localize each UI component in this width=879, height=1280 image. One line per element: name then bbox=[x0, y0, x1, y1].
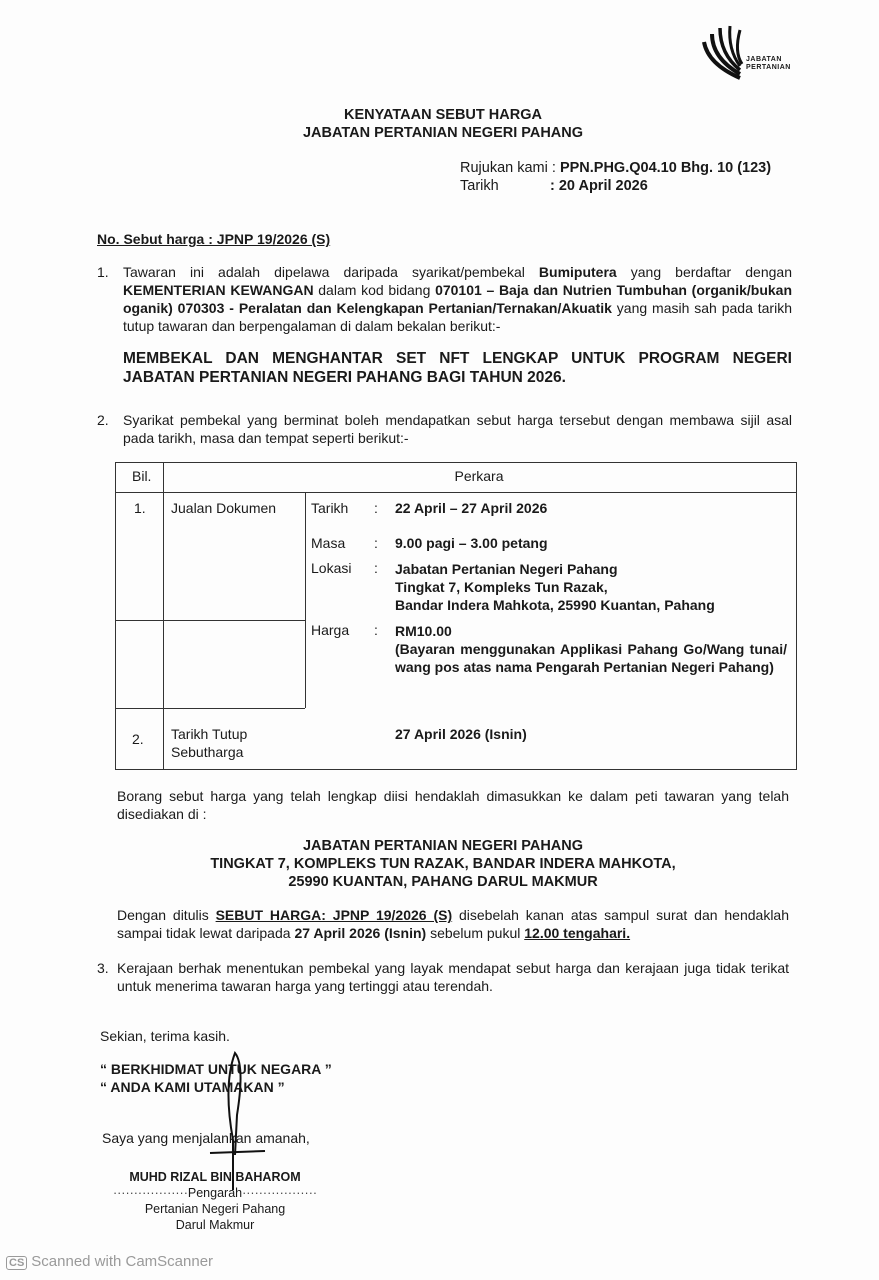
paragraph-1 bbox=[123, 263, 792, 335]
text: 27 April 2026 (Isnin) bbox=[294, 925, 427, 941]
row-number: 2. bbox=[132, 731, 144, 747]
text: Tawaran ini adalah dipelawa daripada syarikat/pembekal bbox=[123, 264, 539, 280]
text: SEBUT HARGA: JPNP 19/2026 (S) bbox=[215, 907, 453, 923]
colon: : bbox=[374, 560, 378, 576]
paragraph-3: Kerajaan berhak menentukan pembekal yang layak mendapat sebut harga dan kerajaan juga tidak terikat untuk menerima tawaran harga yang tertinggi atau terendah. bbox=[117, 960, 789, 994]
text: disebelah kanan atas sampul surat dan hendaklah sampai tidak lewat daripada bbox=[117, 907, 790, 941]
submission-instructions bbox=[117, 906, 789, 942]
para-number: 1. bbox=[97, 264, 109, 280]
quote-number: No. Sebut harga : JPNP 19/2026 (S) bbox=[97, 231, 331, 247]
motto: “ BERKHIDMAT UNTUK NEGARA ” bbox=[100, 1061, 332, 1077]
detail-label: Tarikh bbox=[311, 500, 349, 516]
closing-date: 27 April 2026 (Isnin) bbox=[395, 726, 527, 742]
signatory-org: Darul Makmur bbox=[175, 1218, 255, 1232]
colon: : bbox=[374, 622, 378, 638]
borang-text: Borang sebut harga yang telah lengkap diisi hendaklah dimasukkan ke dalam peti tawaran yang telah disediakan di : bbox=[117, 788, 789, 822]
table-header-bil: Bil. bbox=[132, 468, 152, 484]
colon: : bbox=[374, 535, 378, 551]
para-number: 3. bbox=[97, 960, 109, 976]
row-number: 1. bbox=[134, 500, 146, 516]
jabatan-pertanian-logo bbox=[700, 22, 810, 84]
project-title: MEMBEKAL DAN MENGHANTAR SET NFT LENGKAP UNTUK PROGRAM NEGERI JABATAN PERTANIAN NEGERI PAHANG BAGI TAHUN 2026. bbox=[123, 350, 792, 386]
detail-value: Jabatan Pertanian Negeri Pahang Tingkat 7, Kompleks Tun Razak, Bandar Indera Mahkota, 25990 Kuantan, Pahang bbox=[395, 561, 715, 613]
text: KEMENTERIAN KEWANGAN bbox=[123, 282, 314, 298]
document-title: KENYATAAN SEBUT HARGA bbox=[344, 107, 542, 123]
colon: : bbox=[374, 500, 378, 516]
para-number: 2. bbox=[97, 412, 109, 428]
logo-text: JABATAN bbox=[746, 56, 782, 63]
table-header-perkara: Perkara bbox=[454, 468, 504, 484]
detail-value: 9.00 pagi – 3.00 petang bbox=[395, 535, 548, 551]
detail-value: 22 April – 27 April 2026 bbox=[395, 500, 548, 516]
detail-label: Harga bbox=[311, 622, 350, 638]
ref-label: Rujukan kami : bbox=[460, 160, 556, 176]
motto: “ ANDA KAMI UTAMAKAN ” bbox=[100, 1079, 285, 1095]
text: 12.00 tengahari. bbox=[524, 925, 631, 941]
row-item: Jualan Dokumen bbox=[171, 500, 277, 516]
text: Bumiputera bbox=[538, 264, 617, 280]
date-label: Tarikh bbox=[460, 178, 499, 194]
text: Dengan ditulis bbox=[117, 907, 216, 923]
camscanner-icon: CS bbox=[6, 1256, 27, 1270]
ref-value: PPN.PHG.Q04.10 Bhg. 10 (123) bbox=[559, 160, 772, 176]
text: dalam kod bidang bbox=[313, 282, 436, 298]
submission-address bbox=[200, 837, 686, 891]
closing-text: Sekian, terima kasih. bbox=[100, 1028, 230, 1044]
text: 070101 – Baja dan Nutrien Tumbuhan (organik/bukan oganik) 070303 - Peralatan dan Kelengkapan Pertanian/Ternakan/Akuatik bbox=[123, 282, 793, 316]
text: yang berdaftar dengan bbox=[616, 264, 792, 280]
logo-text: PERTANIAN bbox=[746, 64, 791, 71]
detail-label: Masa bbox=[311, 535, 346, 551]
text: sebelum pukul bbox=[426, 925, 525, 941]
paragraph-2: Syarikat pembekal yang berminat boleh mendapatkan sebut harga tersebut dengan membawa sijil asal pada tarikh, masa dan tempat seperti berikut:- bbox=[123, 412, 792, 446]
detail-value: RM10.00 (Bayaran menggunakan Applikasi Pahang Go/Wang tunai/ wang pos atas nama Pengarah Pertanian Negeri Pahang) bbox=[395, 623, 787, 675]
camscanner-watermark bbox=[6, 1253, 213, 1270]
text: yang masih sah pada tarikh tutup tawaran dan berpengalaman di dalam bekalan berikut:- bbox=[123, 300, 792, 334]
address-line: TINGKAT 7, KOMPLEKS TUN RAZAK, BANDAR INDERA MAHKOTA, bbox=[210, 856, 676, 872]
saya-text: Saya yang menjalankan amanah, bbox=[102, 1130, 310, 1146]
signatory-name: MUHD RIZAL BIN BAHAROM bbox=[129, 1170, 301, 1184]
row-item: Tarikh Tutup Sebutharga bbox=[171, 726, 248, 760]
watermark-text: Scanned with CamScanner bbox=[31, 1253, 214, 1270]
document-subtitle: JABATAN PERTANIAN NEGERI PAHANG bbox=[302, 125, 584, 141]
date-value: : 20 April 2026 bbox=[550, 178, 648, 194]
signatory-org: Pertanian Negeri Pahang bbox=[144, 1202, 286, 1216]
address-line: JABATAN PERTANIAN NEGERI PAHANG bbox=[302, 838, 584, 854]
signatory-title: Pengarah bbox=[187, 1186, 243, 1200]
detail-label: Lokasi bbox=[311, 560, 352, 576]
address-line: 25990 KUANTAN, PAHANG DARUL MAKMUR bbox=[288, 874, 598, 890]
